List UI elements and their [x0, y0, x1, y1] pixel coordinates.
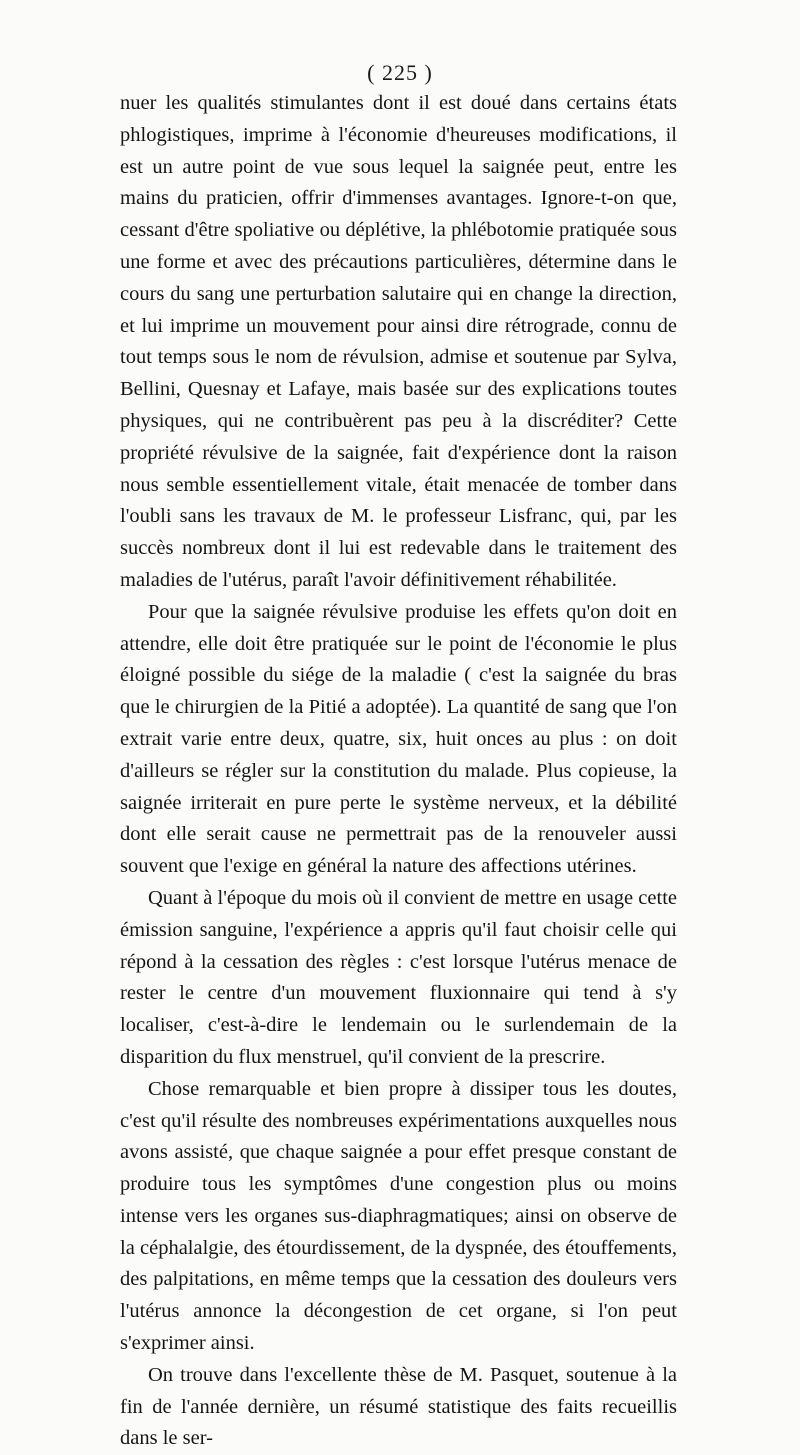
- page-number: ( 225 ): [367, 60, 433, 85]
- paragraph-5: On trouve dans l'excellente thèse de M. Pasquet, soutenue à la fin de l'année dernière, un résumé statistique des faits recueillis dans le ser-: [120, 1363, 677, 1450]
- body-text: [120, 88, 677, 1455]
- paragraph-1: nuer les qualités stimulantes dont il est doué dans certains états phlogistiques, imprime à l'économie d'heureuses modifications, il est un autre point de vue sous lequel la saignée peut, entre les mains du praticien, offrir d'immenses avantages. Ignore-t-on que, cessant d'être spoliative ou déplétive, la phlébotomie pratiquée sous une forme et avec des précautions particulières, détermine dans le cours du sang une perturbation salutaire qui en change la direction, et lui imprime un mouvement pour ainsi dire rétrograde, connu de tout temps sous le nom de révulsion, admise et soutenue par Sylva, Bellini, Quesnay et Lafaye, mais basée sur des explications toutes physiques, qui ne contribuèrent pas peu à la discréditer? Cette propriété révulsive de la saignée, fait d'expérience dont la raison nous semble essentiellement vitale, était menacée de tomber dans l'oubli sans les travaux de M. le professeur Lisfranc, qui, par les succès nombreux dont il lui est redevable dans le traitement des maladies de l'utérus, paraît l'avoir définitivement réhabilitée.: [120, 92, 677, 591]
- paragraph-3: Quant à l'époque du mois où il convient de mettre en usage cette émission sanguine, l'expérience a appris qu'il faut choisir celle qui répond à la cessation des règles : c'est lorsque l'utérus menace de rester le centre d'un mouvement fluxionnaire qui tend à s'y localiser, c'est-à-dire le lendemain ou le surlendemain de la disparition du flux menstruel, qu'il convient de la prescrire.: [120, 886, 677, 1068]
- paragraph-4: Chose remarquable et bien propre à dissiper tous les doutes, c'est qu'il résulte des nombreuses expérimentations auxquelles nous avons assisté, que chaque saignée a pour effet presque constant de produire tous les symptômes d'une congestion plus ou moins intense vers les organes sus-diaphragmatiques; ainsi on observe de la céphalalgie, des étourdissement, de la dyspnée, des étouffements, des palpitations, en même temps que la cessation des douleurs vers l'utérus annonce la décongestion de cet organe, si l'on peut s'exprimer ainsi.: [120, 1077, 677, 1355]
- paragraph-2: Pour que la saignée révulsive produise les effets qu'on doit en attendre, elle doit être pratiquée sur le point de l'économie le plus éloigné possible du siége de la maladie ( c'est la saignée du bras que le chirurgien de la Pitié a adoptée). La quantité de sang que l'on extrait varie entre deux, quatre, six, huit onces au plus : on doit d'ailleurs se régler sur la constitution du malade. Plus copieuse, la saignée irriterait en pure perte le système nerveux, et la débilité dont elle serait cause ne permettrait pas de la renouveler aussi souvent que l'exige en général la nature des affections utérines.: [120, 600, 677, 878]
